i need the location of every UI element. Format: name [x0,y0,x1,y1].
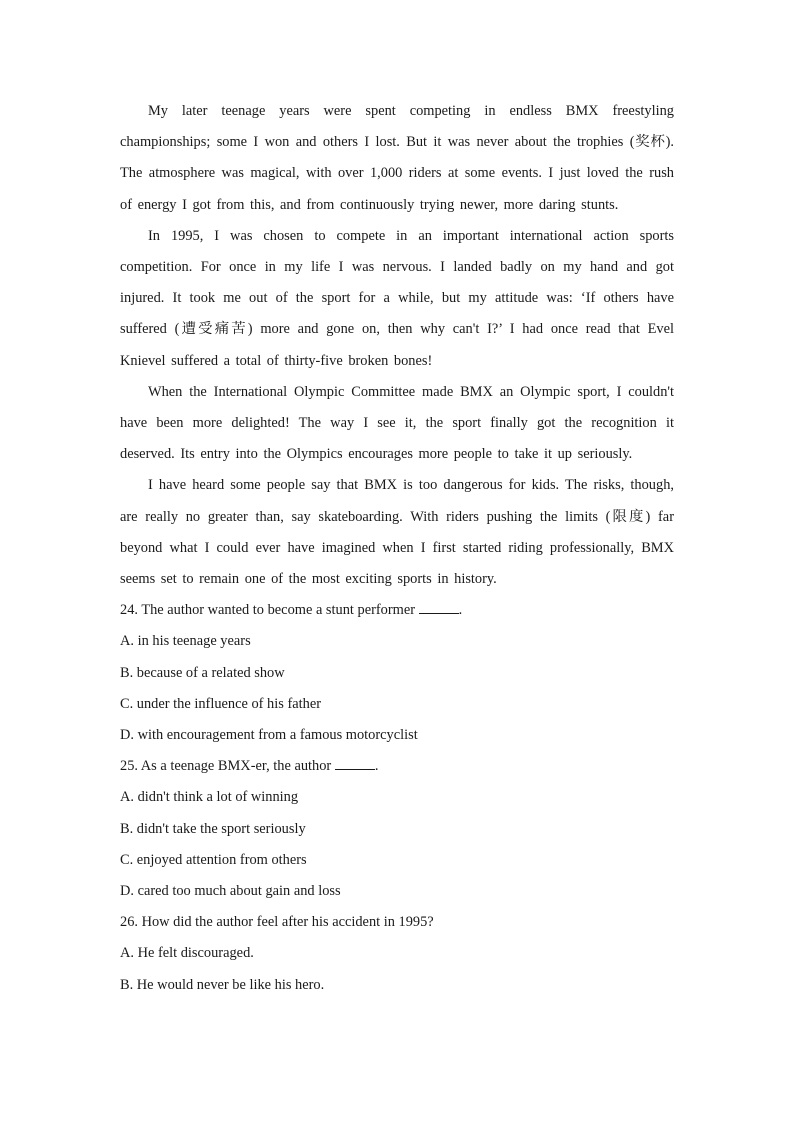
question-stem [120,595,674,626]
question-25 [120,751,674,907]
passage-paragraph-3: When the International Olympic Committee made BMX an Olympic sport, I couldn't have been more delighted! The way I see it, the sport finally got the recognition it deserved. Its entry into the Olympics encourages more people to take it up seriously. [120,383,674,463]
option-c: C. enjoyed attention from others [120,851,307,868]
passage-paragraph-2: In 1995, I was chosen to compete in an important international action sports competition. For once in my life I was nervous. I landed badly on my hand and got injured. It took me out of the sport for a while, but my attitude was: ‘If others have suffered (遭受痛苦) more and gone on, then why can't I?’ I had once read that Evel Knievel suffered a total of thirty-five broken bones! [120,227,674,369]
answer-blank [419,601,459,614]
question-stem-text: 24. The author wanted to become a stunt performer [120,602,419,619]
passage-paragraph-1: My later teenage years were spent competing in endless BMX freestyling championships; some I won and others I lost. But it was never about the trophies (奖杯). The atmosphere was magical, with over 1,000 riders at some events. I just loved the rush of energy I got from this, and from continuously trying newer, more daring stunts. [120,103,674,213]
option-a: A. in his teenage years [120,633,251,650]
question-stem-end: . [374,758,379,775]
option-d: D. with encouragement from a famous motorcyclist [120,727,418,744]
option-b: B. He would never be like his hero. [120,976,325,993]
question-26 [120,907,674,1001]
option-d: D. cared too much about gain and loss [120,883,341,900]
option-c: C. under the influence of his father [120,695,321,712]
option-a: A. didn't think a lot of winning [120,789,299,806]
question-stem-text: 26. How did the author feel after his accident in 1995? [120,914,434,931]
option-a: A. He felt discouraged. [120,945,254,962]
question-stem [120,907,674,938]
question-stem-end: . [458,602,463,619]
option-b: B. didn't take the sport seriously [120,820,306,837]
question-stem [120,751,674,782]
question-stem-text: 25. As a teenage BMX-er, the author [120,758,335,775]
answer-blank [335,757,375,770]
passage-paragraph-4: I have heard some people say that BMX is too dangerous for kids. The risks, though, are really no greater than, say skateboarding. With riders pushing the limits (限度) far beyond what I could ever have imagined when I first started riding professionally, BMX seems set to remain one of the most exciting sports in history. [120,477,674,588]
option-b: B. because of a related show [120,664,285,681]
question-24 [120,595,674,751]
exam-page [120,96,674,1001]
